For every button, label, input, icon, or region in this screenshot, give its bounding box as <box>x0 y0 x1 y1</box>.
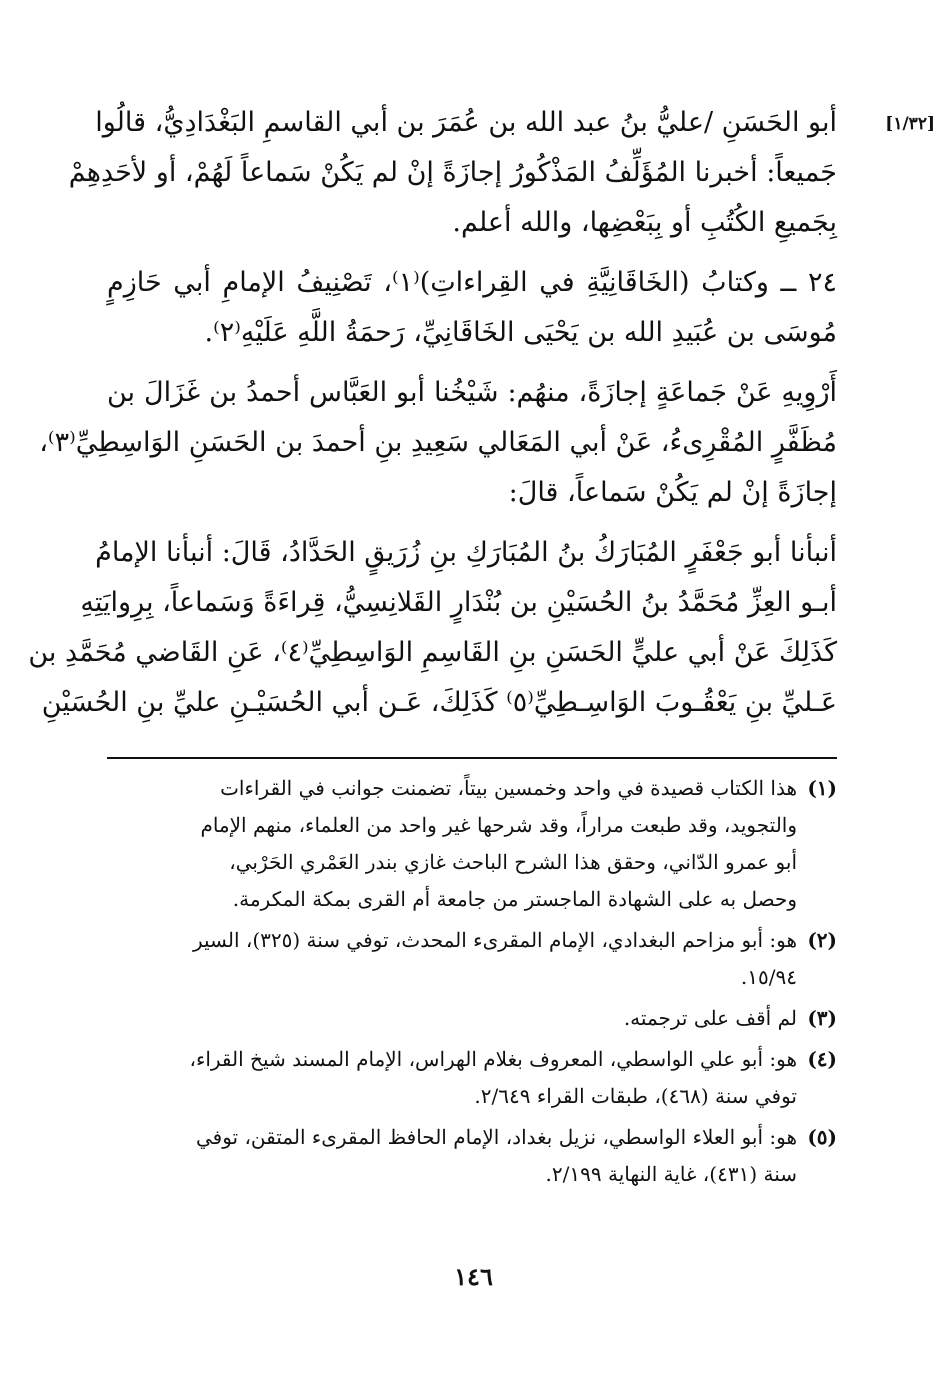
footnote-line: هو: أبو مزاحم البغدادي، الإمام المقرىء المحدث، توفي سنة (٣٢٥)، السير <box>192 928 797 952</box>
main-text <box>28 98 837 738</box>
footnote-line: توفي سنة (٤٦٨)، طبقات القراء ٢/٦٤٩. <box>474 1084 797 1108</box>
footnote-line: هو: أبو علي الواسطي، المعروف بغلام الهراس، الإمام المسند شيخ القراء، <box>189 1047 797 1071</box>
text-line: أبـو العِزِّ مُحَمَّدُ بنُ الحُسَيْنِ بن بُنْدَارٍ القَلانِسِيُّ، قِراءَةً وَسَماعاً، بِرِوايَتِهِ <box>80 587 837 618</box>
footnote-line: ١٥/٩٤. <box>740 965 797 989</box>
text-line: إجازَةً إنْ لم يَكُنْ سَماعاً، قالَ: <box>508 477 837 508</box>
footnotes <box>107 770 837 1197</box>
footnote-number: (٥) <box>807 1125 837 1149</box>
text-line: أَرْوِيهِ عَنْ جَماعَةٍ إجازَةً، منهُم: شَيْخُنا أبو العَبَّاس أحمدُ بن غَزَالَ بن <box>107 377 837 408</box>
footnote-line: وحصل به على الشهادة الماجستر من جامعة أم القرى بمكة المكرمة. <box>232 887 797 911</box>
footnote-line: لم أقف على ترجمته. <box>623 1006 797 1030</box>
footnote-number: (١) <box>807 776 837 800</box>
text-line: كَذَلِكَ عَنْ أبي عليٍّ الحَسَنِ بنِ القَاسِمِ الوَاسِطِيِّ⁽٤⁾، عَنِ القَاضي مُحَمَّدِ بن <box>28 637 837 668</box>
page-number: ١٤٦ <box>454 1262 493 1291</box>
text-line: أنبأنا أبو جَعْفَرٍ المُبَارَكُ بنُ المُبَارَكِ بنِ زُرَيقٍ الحَدَّادُ، قَالَ: أنبأنا الإمامُ <box>95 537 837 568</box>
footnote-divider <box>107 757 837 759</box>
text-line: جَميعاً: أخبرنا المُؤَلِّفُ المَذْكُورُ إجازَةً إنْ لم يَكُنْ سَماعاً لَهُمْ، أو لأحَدِهِمْ <box>68 157 837 188</box>
footnote <box>107 1119 837 1193</box>
footnote-line: هذا الكتاب قصيدة في واحد وخمسين بيتاً، تضمنت جوانب في القراءات <box>220 776 797 800</box>
paragraph <box>68 98 837 248</box>
paragraph <box>39 368 837 518</box>
footnote-line: والتجويد، وقد طبعت مراراً، وقد شرحها غير واحد من العلماء، منهم الإمام <box>200 813 797 837</box>
text-line: ٢٤ ــ وكتابُ (الخَاقَانِيَّةِ في القِراءاتِ)⁽١⁾، تَصْنِيفُ الإمامِ أبي حَازِمٍ <box>107 267 837 298</box>
text-line: مُوسَى بن عُبَيدِ الله بن يَحْيَى الخَاقَانِيِّ، رَحمَةُ اللَّهِ عَلَيْهِ⁽٢⁾. <box>204 317 837 348</box>
footnote <box>107 1041 837 1115</box>
text-line: مُظَفَّرٍ المُقْرِىءُ، عَنْ أبي المَعَالي سَعِيدِ بنِ أحمدَ بن الحَسَنِ الوَاسِطِيِّ⁽٣⁾، <box>39 427 837 458</box>
paragraph <box>107 258 837 358</box>
footnote-number: (٤) <box>807 1047 837 1071</box>
text-line: عَـليِّ بنِ يَعْقُـوبَ الوَاسِـطِيِّ⁽٥⁾ كَذَلِكَ، عَـن أبي الحُسَيْـنِ عليِّ بنِ الحُسَيْنِ <box>41 687 837 718</box>
paragraph <box>28 528 837 728</box>
margin-manuscript-reference: [١/٣٢] <box>885 114 935 134</box>
footnote-line: هو: أبو العلاء الواسطي، نزيل بغداد، الإمام الحافظ المقرىء المتقن، توفي <box>195 1125 797 1149</box>
footnote <box>107 922 837 996</box>
footnote-line: أبو عمرو الدّاني، وحقق هذا الشرح الباحث غازي بندر العَمْري الحَرْبي، <box>229 850 797 874</box>
footnote <box>107 1000 837 1037</box>
text-line: بِجَميعِ الكُتُبِ أو بِبَعْضِها، والله أعلم. <box>452 207 837 238</box>
footnote <box>107 770 837 918</box>
text-line: أبو الحَسَنِ /عليُّ بنُ عبد الله بن عُمَرَ بن أبي القاسمِ البَغْدَادِيُّ، قالُوا <box>95 107 837 138</box>
footnote-line: سنة (٤٣١)، غاية النهاية ٢/١٩٩. <box>545 1162 797 1186</box>
footnote-number: (٢) <box>807 928 837 952</box>
footnote-number: (٣) <box>807 1006 837 1030</box>
